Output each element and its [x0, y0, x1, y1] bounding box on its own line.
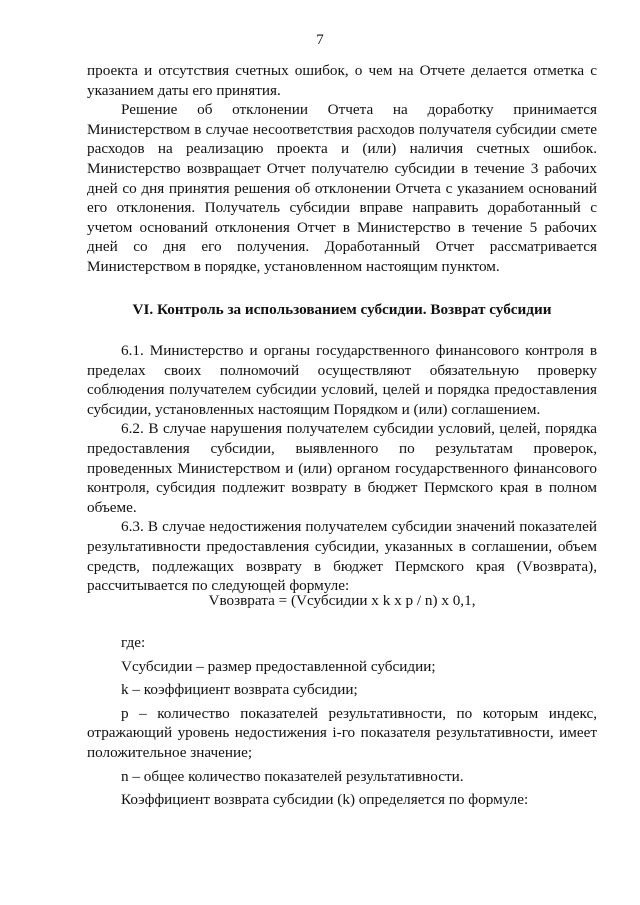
- formula-block: [87, 591, 597, 611]
- definition-n: n – общее количество показателей результативности.: [121, 767, 464, 785]
- page-number: 7: [316, 32, 324, 48]
- section-title: VI. Контроль за использованием субсидии. Возврат субсидии: [132, 301, 552, 318]
- definition-p: р – количество показателей результативности, по которым индекс, отражающий уровень недостижения i-го показателя результативности, имеет положительное значение;: [87, 704, 597, 761]
- section-block: [87, 300, 597, 320]
- definition-k: k – коэффициент возврата субсидии;: [121, 681, 358, 699]
- paragraph-6-3: 6.3. В случае недостижения получателем субсидии значений показателей результативности предоставления субсидии, указанных в соглашении, объем средств, подлежащих возврату в бюджет Пермского края (Vвозврата), рассчитывается по следующей формуле:: [87, 518, 597, 595]
- paragraph-coefficient: Коэффициент возврата субсидии (k) определяется по формуле:: [121, 791, 529, 809]
- paragraph-6-1: 6.1. Министерство и органы государственного финансового контроля в пределах своих полномочий осуществляют обязательную проверку соблюдения получателем субсидии условий, целей и порядка предоставления субсидии, установленных настоящим Порядком и (или) соглашением.: [87, 342, 597, 418]
- paragraph-report-rejection: Решение об отклонении Отчета на доработку принимается Министерством в случае несоответствия расходов получателя субсидии смете расходов на реализацию проекта и (или) наличия счетных ошибок. Министерство возвращает Отчет получателю субсидии в течение 3 рабочих дней со дня принятия решения об отклонении Отчета с указанием оснований его отклонения. Получатель субсидии вправе направить доработанный с учетом оснований отклонения Отчет в Министерство в течение 5 рабочих дней со дня его получения. Доработанный Отчет рассматривается Министерством в порядке, установленном настоящим пунктом.: [87, 101, 597, 275]
- paragraph-6-2: 6.2. В случае нарушения получателем субсидии условий, целей, порядка предоставления субсидии, выявленного по результатам проверок, проведенных Министерством и (или) органом государственного финансового контроля, субсидия подлежит возврату в бюджет Пермского края в полном объеме.: [87, 420, 597, 516]
- definition-vsubsidy: Vсубсидии – размер предоставленной субсидии;: [121, 657, 436, 675]
- return-formula: Vвозврата = (Vсубсидии x k x p / n) x 0,1,: [208, 592, 476, 609]
- section-body: [87, 341, 597, 596]
- where-label: где:: [121, 634, 146, 651]
- paragraph-report-acceptance: проекта и отсутствия счетных ошибок, о чем на Отчете делается отметка с указанием даты его принятия.: [87, 62, 597, 99]
- definitions-block: [87, 633, 597, 810]
- document-body: [87, 61, 597, 277]
